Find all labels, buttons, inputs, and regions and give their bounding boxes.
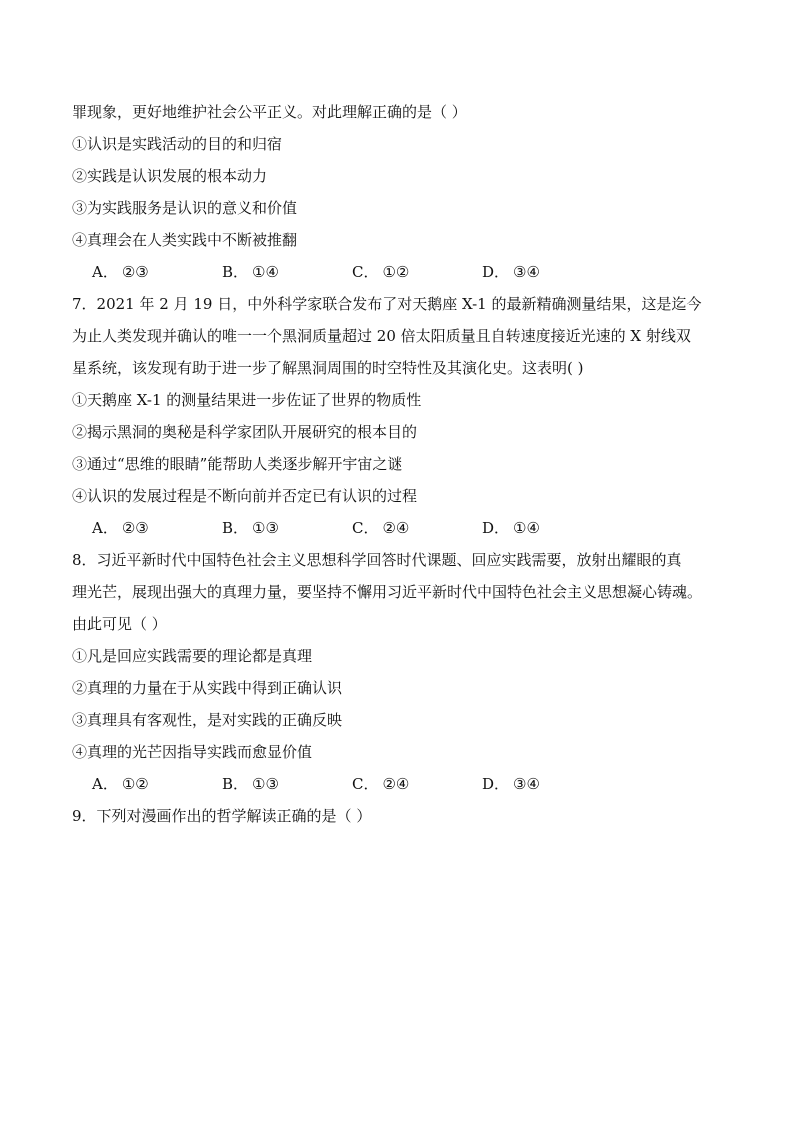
- question-7-stem-line-1: 7．2021 年 2 月 19 日，中外科学家联合发布了对天鹅座 X-1 的最新精确测量结果，这是迄今: [72, 295, 702, 313]
- option-a[interactable]: A． ②③: [92, 519, 149, 537]
- question-8-stem-line-3: 由此可见（ ）: [72, 615, 167, 633]
- option-a[interactable]: A． ①②: [92, 775, 149, 793]
- question-9-stem: 9．下列对漫画作出的哲学解读正确的是（ ）: [72, 807, 372, 825]
- option-c[interactable]: C． ②④: [352, 519, 410, 537]
- statement-4: ④真理会在人类实践中不断被推翻: [72, 231, 298, 249]
- option-a[interactable]: A． ②③: [92, 263, 149, 281]
- statement-1: ①凡是回应实践需要的理论都是真理: [72, 647, 313, 665]
- statement-4: ④认识的发展过程是不断向前并否定已有认识的过程: [72, 487, 418, 505]
- answer-options: [72, 256, 728, 288]
- question-9: [72, 800, 728, 832]
- question-8-stem-line-2: 理光芒，展现出强大的真理力量，要坚持不懈用习近平新时代中国特色社会主义思想凝心铸魂。: [72, 583, 703, 601]
- answer-options: [72, 512, 728, 544]
- question-6: [72, 96, 728, 288]
- option-d[interactable]: D． ①④: [482, 519, 540, 537]
- question-6-stem-tail: 罪现象，更好地维护社会公平正义。对此理解正确的是（ ）: [72, 103, 467, 121]
- option-b[interactable]: B． ①③: [222, 519, 279, 537]
- option-c[interactable]: C． ①②: [352, 263, 410, 281]
- statement-1: ①天鹅座 X-1 的测量结果进一步佐证了世界的物质性: [72, 391, 422, 409]
- statement-4: ④真理的光芒因指导实践而愈显价值: [72, 743, 313, 761]
- statement-2: ②真理的力量在于从实践中得到正确认识: [72, 679, 343, 697]
- answer-options: [72, 768, 728, 800]
- option-c[interactable]: C． ②④: [352, 775, 410, 793]
- option-b[interactable]: B． ①④: [222, 263, 279, 281]
- question-8: [72, 544, 728, 800]
- question-8-stem-line-1: 8．习近平新时代中国特色社会主义思想科学回答时代课题、回应实践需要，放射出耀眼的真: [72, 551, 682, 569]
- statement-2: ②揭示黑洞的奥秘是科学家团队开展研究的根本目的: [72, 423, 418, 441]
- option-d[interactable]: D． ③④: [482, 775, 540, 793]
- question-7-stem-line-2: 为止人类发现并确认的唯一一个黑洞质量超过 20 倍太阳质量且自转速度接近光速的 X 射线双: [72, 327, 691, 345]
- exam-page: [72, 96, 728, 832]
- statement-3: ③通过“思维的眼睛”能帮助人类逐步解开宇宙之谜: [72, 455, 403, 473]
- statement-2: ②实践是认识发展的根本动力: [72, 167, 268, 185]
- option-b[interactable]: B． ①③: [222, 775, 279, 793]
- statement-3: ③为实践服务是认识的意义和价值: [72, 199, 298, 217]
- statement-3: ③真理具有客观性，是对实践的正确反映: [72, 711, 343, 729]
- option-d[interactable]: D． ③④: [482, 263, 540, 281]
- question-7-stem-line-3: 星系统，该发现有助于进一步了解黑洞周围的时空特性及其演化史。这表明( ): [72, 359, 584, 377]
- statement-1: ①认识是实践活动的目的和归宿: [72, 135, 283, 153]
- question-7: [72, 288, 728, 544]
